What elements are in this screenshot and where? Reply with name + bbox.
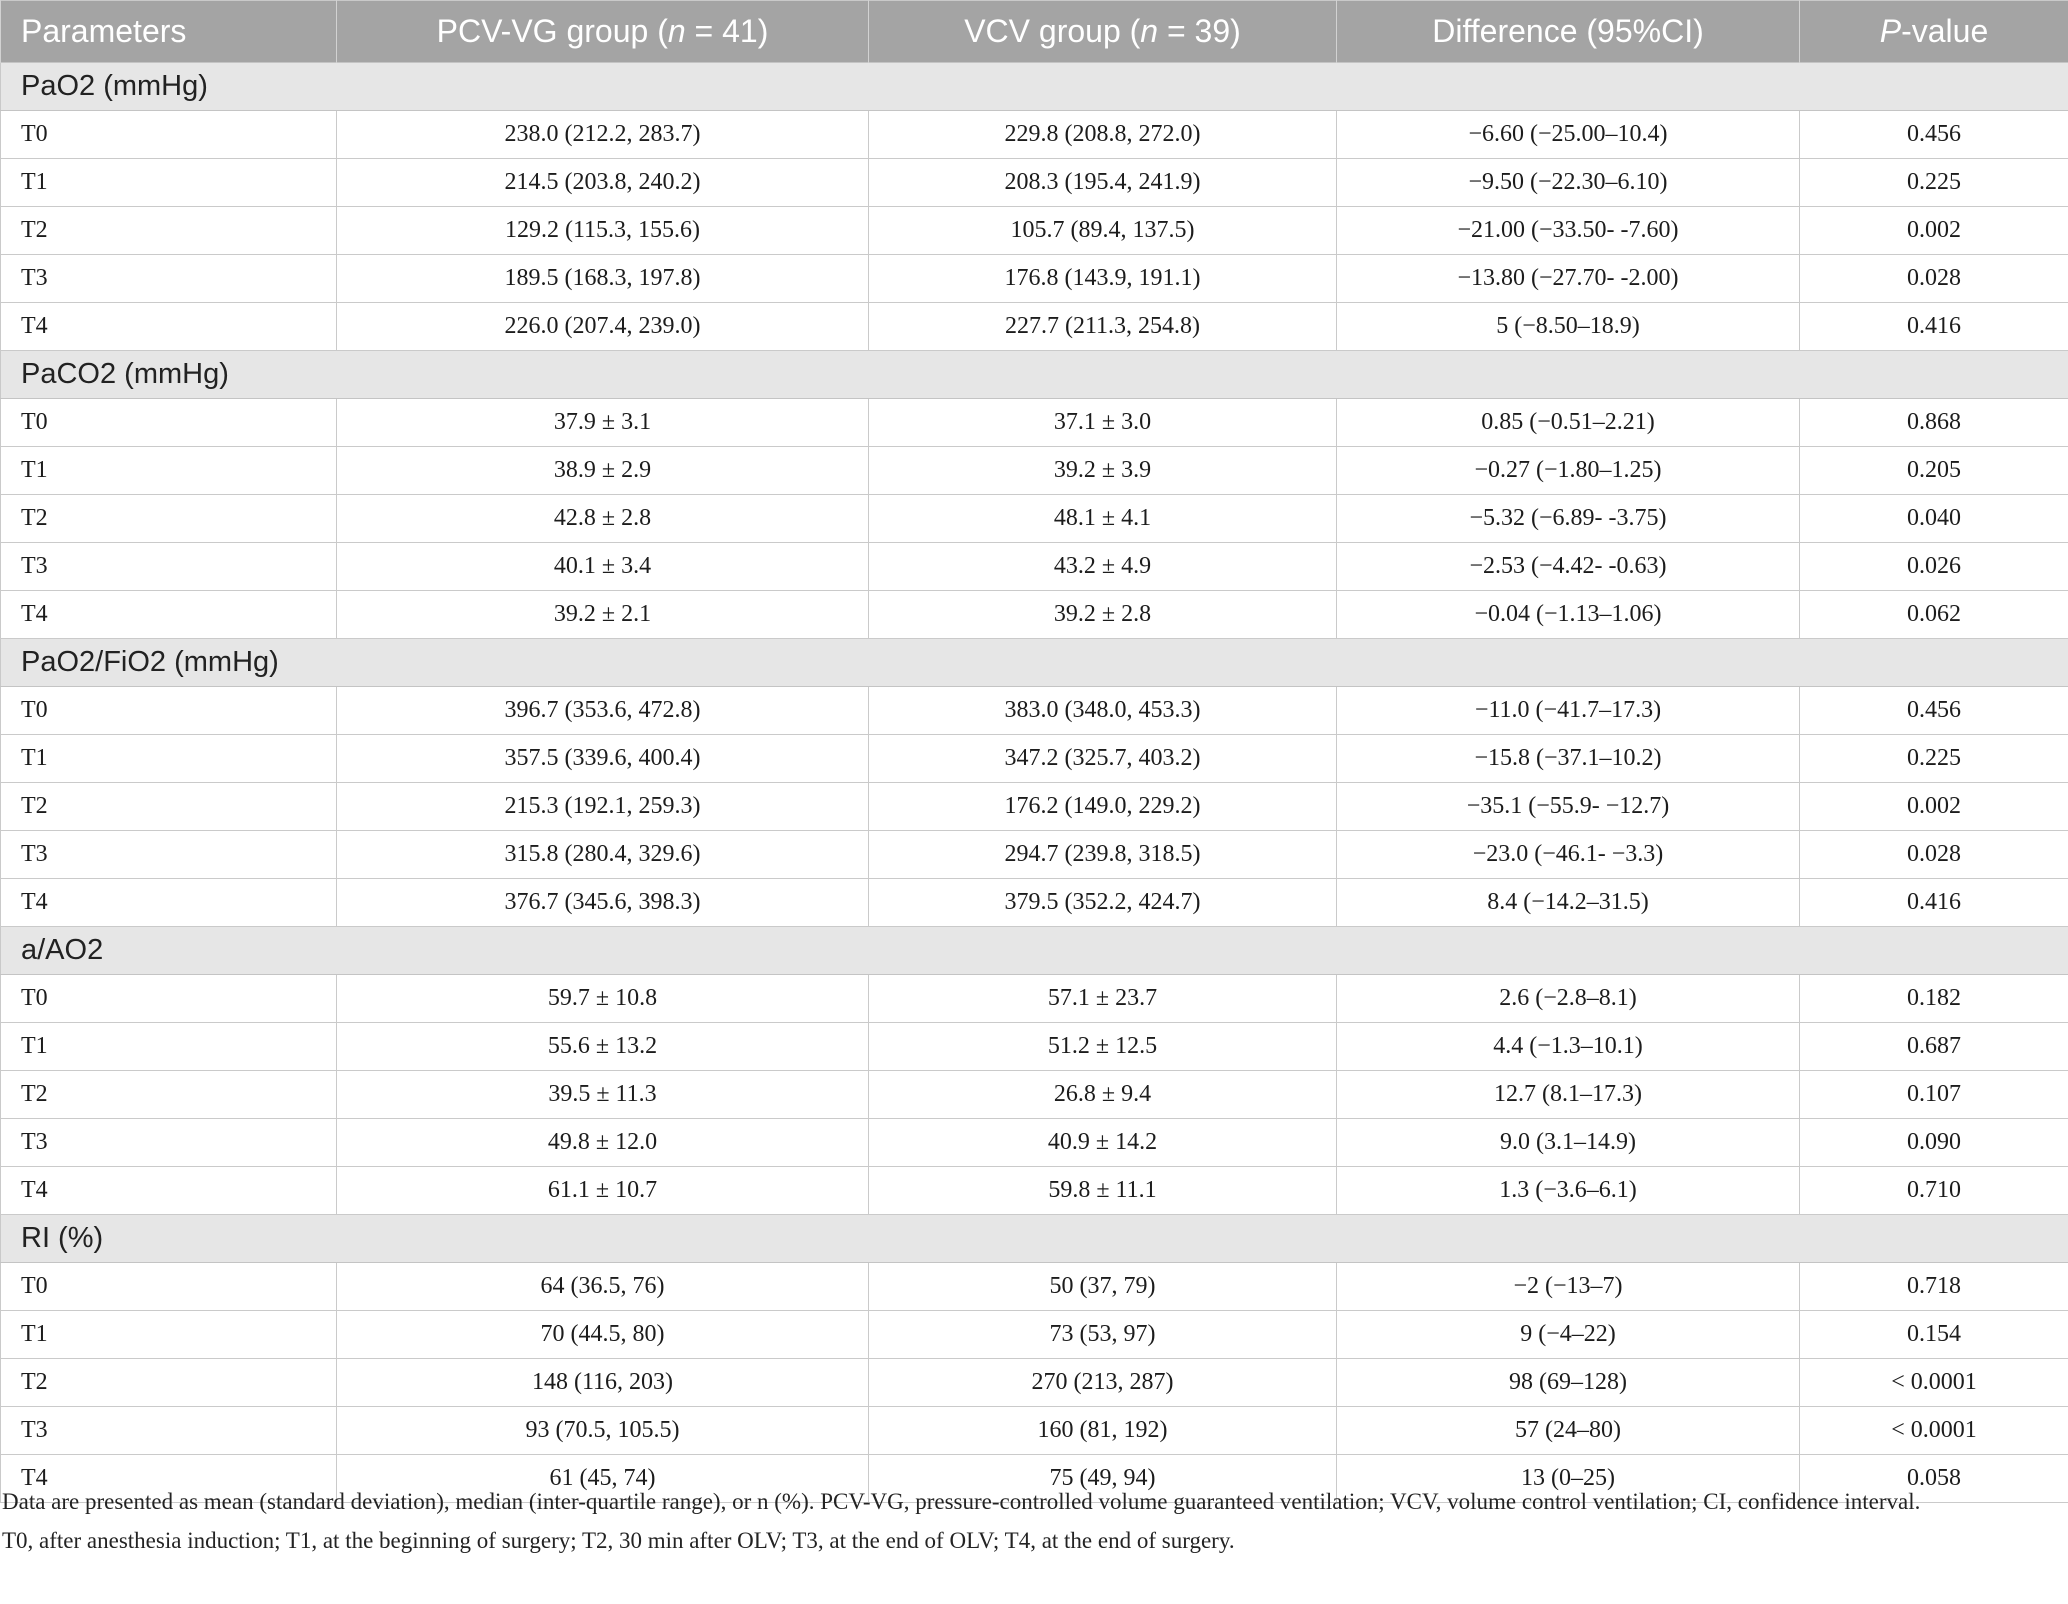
- time-point-cell: T1: [1, 1311, 337, 1359]
- header-row: [1, 1, 2068, 63]
- section-header-a-ao2: [1, 927, 2068, 975]
- vcv-value-cell: 48.1 ± 4.1: [869, 495, 1337, 543]
- difference-cell: 57 (24–80): [1337, 1407, 1800, 1455]
- p-value-cell: 0.002: [1800, 207, 2068, 255]
- header-vcv-suffix: = 39): [1158, 13, 1241, 49]
- time-point-cell: T4: [1, 1455, 337, 1503]
- vcv-value-cell: 37.1 ± 3.0: [869, 399, 1337, 447]
- table-row: [1, 1071, 2068, 1119]
- p-value-cell: 0.416: [1800, 879, 2068, 927]
- section-title: a/AO2: [1, 927, 2068, 975]
- pcv-vg-value-cell: 214.5 (203.8, 240.2): [337, 159, 869, 207]
- difference-cell: −5.32 (−6.89- -3.75): [1337, 495, 1800, 543]
- section-header-pao2: [1, 63, 2068, 111]
- pcv-vg-value-cell: 238.0 (212.2, 283.7): [337, 111, 869, 159]
- vcv-value-cell: 176.2 (149.0, 229.2): [869, 783, 1337, 831]
- vcv-value-cell: 26.8 ± 9.4: [869, 1071, 1337, 1119]
- pcv-vg-value-cell: 38.9 ± 2.9: [337, 447, 869, 495]
- pcv-vg-value-cell: 93 (70.5, 105.5): [337, 1407, 869, 1455]
- time-point-cell: T3: [1, 255, 337, 303]
- time-point-cell: T2: [1, 495, 337, 543]
- vcv-value-cell: 50 (37, 79): [869, 1263, 1337, 1311]
- difference-cell: −23.0 (−46.1- −3.3): [1337, 831, 1800, 879]
- time-point-cell: T2: [1, 1359, 337, 1407]
- footnote-time-points: T0, after anesthesia induction; T1, at the beginning of surgery; T2, 30 min after OLV; T3, at the end of OLV; T4, at the end of surgery.: [2, 1528, 1235, 1553]
- vcv-value-cell: 176.8 (143.9, 191.1): [869, 255, 1337, 303]
- p-value-cell: 0.456: [1800, 111, 2068, 159]
- difference-cell: 13 (0–25): [1337, 1455, 1800, 1503]
- pcv-vg-value-cell: 64 (36.5, 76): [337, 1263, 869, 1311]
- section-title: RI (%): [1, 1215, 2068, 1263]
- difference-cell: −11.0 (−41.7–17.3): [1337, 687, 1800, 735]
- p-value-cell: < 0.0001: [1800, 1407, 2068, 1455]
- vcv-value-cell: 379.5 (352.2, 424.7): [869, 879, 1337, 927]
- pcv-vg-value-cell: 37.9 ± 3.1: [337, 399, 869, 447]
- difference-cell: −0.27 (−1.80–1.25): [1337, 447, 1800, 495]
- table-row: [1, 159, 2068, 207]
- pcv-vg-value-cell: 396.7 (353.6, 472.8): [337, 687, 869, 735]
- section-title: PaO2 (mmHg): [1, 63, 2068, 111]
- p-value-cell: 0.718: [1800, 1263, 2068, 1311]
- header-p-suffix: -value: [1901, 13, 1989, 49]
- table-row: [1, 207, 2068, 255]
- vcv-value-cell: 40.9 ± 14.2: [869, 1119, 1337, 1167]
- p-value-cell: 0.868: [1800, 399, 2068, 447]
- vcv-value-cell: 51.2 ± 12.5: [869, 1023, 1337, 1071]
- time-point-cell: T3: [1, 831, 337, 879]
- p-value-cell: 0.205: [1800, 447, 2068, 495]
- p-value-cell: 0.002: [1800, 783, 2068, 831]
- pcv-vg-value-cell: 357.5 (339.6, 400.4): [337, 735, 869, 783]
- pcv-vg-value-cell: 376.7 (345.6, 398.3): [337, 879, 869, 927]
- pcv-vg-value-cell: 148 (116, 203): [337, 1359, 869, 1407]
- header-vcv-group: [869, 1, 1337, 63]
- vcv-value-cell: 105.7 (89.4, 137.5): [869, 207, 1337, 255]
- p-value-cell: < 0.0001: [1800, 1359, 2068, 1407]
- table-row: [1, 687, 2068, 735]
- header-p-value: [1800, 1, 2068, 63]
- pcv-vg-value-cell: 315.8 (280.4, 329.6): [337, 831, 869, 879]
- header-pcv-vg-prefix: PCV-VG group (: [436, 13, 668, 49]
- table-row: [1, 111, 2068, 159]
- vcv-value-cell: 75 (49, 94): [869, 1455, 1337, 1503]
- time-point-cell: T2: [1, 1071, 337, 1119]
- pcv-vg-value-cell: 129.2 (115.3, 155.6): [337, 207, 869, 255]
- time-point-cell: T4: [1, 303, 337, 351]
- difference-cell: −6.60 (−25.00–10.4): [1337, 111, 1800, 159]
- table-row: [1, 975, 2068, 1023]
- table-footnotes: [0, 1482, 2064, 1560]
- difference-cell: 9 (−4–22): [1337, 1311, 1800, 1359]
- vcv-value-cell: 229.8 (208.8, 272.0): [869, 111, 1337, 159]
- table-header: [1, 1, 2068, 63]
- time-point-cell: T4: [1, 879, 337, 927]
- table-row: [1, 1167, 2068, 1215]
- p-value-cell: 0.040: [1800, 495, 2068, 543]
- difference-cell: 8.4 (−14.2–31.5): [1337, 879, 1800, 927]
- difference-cell: −13.80 (−27.70- -2.00): [1337, 255, 1800, 303]
- pcv-vg-value-cell: 49.8 ± 12.0: [337, 1119, 869, 1167]
- time-point-cell: T1: [1, 159, 337, 207]
- table-row: [1, 495, 2068, 543]
- vcv-value-cell: 73 (53, 97): [869, 1311, 1337, 1359]
- vcv-value-cell: 227.7 (211.3, 254.8): [869, 303, 1337, 351]
- time-point-cell: T1: [1, 1023, 337, 1071]
- pcv-vg-value-cell: 70 (44.5, 80): [337, 1311, 869, 1359]
- vcv-value-cell: 208.3 (195.4, 241.9): [869, 159, 1337, 207]
- p-value-cell: 0.090: [1800, 1119, 2068, 1167]
- p-value-cell: 0.062: [1800, 591, 2068, 639]
- header-p-italic: P: [1879, 13, 1902, 49]
- table-row: [1, 1407, 2068, 1455]
- p-value-cell: 0.058: [1800, 1455, 2068, 1503]
- p-value-cell: 0.028: [1800, 255, 2068, 303]
- time-point-cell: T0: [1, 687, 337, 735]
- time-point-cell: T2: [1, 783, 337, 831]
- header-difference: Difference (95%CI): [1337, 1, 1800, 63]
- p-value-cell: 0.154: [1800, 1311, 2068, 1359]
- table-row: [1, 591, 2068, 639]
- table-row: [1, 1359, 2068, 1407]
- time-point-cell: T0: [1, 399, 337, 447]
- header-pcv-vg-n: n: [667, 13, 686, 49]
- p-value-cell: 0.028: [1800, 831, 2068, 879]
- pcv-vg-value-cell: 39.2 ± 2.1: [337, 591, 869, 639]
- header-vcv-prefix: VCV group (: [964, 13, 1141, 49]
- pcv-vg-value-cell: 61 (45, 74): [337, 1455, 869, 1503]
- difference-cell: 1.3 (−3.6–6.1): [1337, 1167, 1800, 1215]
- section-header-ri: [1, 1215, 2068, 1263]
- table-row: [1, 447, 2068, 495]
- table-row: [1, 1119, 2068, 1167]
- section-title: PaO2/FiO2 (mmHg): [1, 639, 2068, 687]
- vcv-value-cell: 294.7 (239.8, 318.5): [869, 831, 1337, 879]
- difference-cell: 5 (−8.50–18.9): [1337, 303, 1800, 351]
- vcv-value-cell: 270 (213, 287): [869, 1359, 1337, 1407]
- p-value-cell: 0.225: [1800, 159, 2068, 207]
- difference-cell: 4.4 (−1.3–10.1): [1337, 1023, 1800, 1071]
- time-point-cell: T2: [1, 207, 337, 255]
- table-row: [1, 831, 2068, 879]
- p-value-cell: 0.456: [1800, 687, 2068, 735]
- time-point-cell: T1: [1, 735, 337, 783]
- p-value-cell: 0.225: [1800, 735, 2068, 783]
- difference-cell: −21.00 (−33.50- -7.60): [1337, 207, 1800, 255]
- time-point-cell: T1: [1, 447, 337, 495]
- section-header-paco2: [1, 351, 2068, 399]
- table-row: [1, 543, 2068, 591]
- time-point-cell: T3: [1, 1119, 337, 1167]
- time-point-cell: T3: [1, 543, 337, 591]
- vcv-value-cell: 347.2 (325.7, 403.2): [869, 735, 1337, 783]
- pcv-vg-value-cell: 226.0 (207.4, 239.0): [337, 303, 869, 351]
- difference-cell: −9.50 (−22.30–6.10): [1337, 159, 1800, 207]
- pcv-vg-value-cell: 55.6 ± 13.2: [337, 1023, 869, 1071]
- header-pcv-vg-suffix: = 41): [685, 13, 769, 49]
- table-row: [1, 303, 2068, 351]
- time-point-cell: T0: [1, 1263, 337, 1311]
- table-row: [1, 399, 2068, 447]
- vcv-value-cell: 43.2 ± 4.9: [869, 543, 1337, 591]
- header-pcv-vg-group: [337, 1, 869, 63]
- p-value-cell: 0.416: [1800, 303, 2068, 351]
- header-parameters: Parameters: [1, 1, 337, 63]
- vcv-value-cell: 160 (81, 192): [869, 1407, 1337, 1455]
- time-point-cell: T0: [1, 111, 337, 159]
- vcv-value-cell: 383.0 (348.0, 453.3): [869, 687, 1337, 735]
- difference-cell: −0.04 (−1.13–1.06): [1337, 591, 1800, 639]
- vcv-value-cell: 57.1 ± 23.7: [869, 975, 1337, 1023]
- time-point-cell: T3: [1, 1407, 337, 1455]
- table-row: [1, 255, 2068, 303]
- time-point-cell: T4: [1, 1167, 337, 1215]
- header-vcv-n: n: [1140, 13, 1159, 49]
- table-row: [1, 783, 2068, 831]
- section-header-pao2-fio2: [1, 639, 2068, 687]
- difference-cell: −2.53 (−4.42- -0.63): [1337, 543, 1800, 591]
- table-body: [1, 63, 2068, 1503]
- p-value-cell: 0.026: [1800, 543, 2068, 591]
- p-value-cell: 0.710: [1800, 1167, 2068, 1215]
- difference-cell: 2.6 (−2.8–8.1): [1337, 975, 1800, 1023]
- pcv-vg-value-cell: 189.5 (168.3, 197.8): [337, 255, 869, 303]
- table-row: [1, 1263, 2068, 1311]
- table-row: [1, 735, 2068, 783]
- difference-cell: 0.85 (−0.51–2.21): [1337, 399, 1800, 447]
- table-row: [1, 1311, 2068, 1359]
- pcv-vg-value-cell: 215.3 (192.1, 259.3): [337, 783, 869, 831]
- vcv-value-cell: 39.2 ± 3.9: [869, 447, 1337, 495]
- difference-cell: −35.1 (−55.9- −12.7): [1337, 783, 1800, 831]
- time-point-cell: T0: [1, 975, 337, 1023]
- difference-cell: 12.7 (8.1–17.3): [1337, 1071, 1800, 1119]
- pcv-vg-value-cell: 39.5 ± 11.3: [337, 1071, 869, 1119]
- table-row: [1, 1023, 2068, 1071]
- p-value-cell: 0.107: [1800, 1071, 2068, 1119]
- footnote-abbreviations: Data are presented as mean (standard deviation), median (inter-quartile range), or n (%). PCV-VG, pressure-controlled volume guaranteed ventilation; VCV, volume control ventilation; CI, confidence interval.: [2, 1489, 1921, 1514]
- pcv-vg-value-cell: 40.1 ± 3.4: [337, 543, 869, 591]
- vcv-value-cell: 59.8 ± 11.1: [869, 1167, 1337, 1215]
- difference-cell: 98 (69–128): [1337, 1359, 1800, 1407]
- pcv-vg-value-cell: 59.7 ± 10.8: [337, 975, 869, 1023]
- p-value-cell: 0.687: [1800, 1023, 2068, 1071]
- vcv-value-cell: 39.2 ± 2.8: [869, 591, 1337, 639]
- pcv-vg-value-cell: 42.8 ± 2.8: [337, 495, 869, 543]
- difference-cell: −15.8 (−37.1–10.2): [1337, 735, 1800, 783]
- p-value-cell: 0.182: [1800, 975, 2068, 1023]
- pcv-vg-value-cell: 61.1 ± 10.7: [337, 1167, 869, 1215]
- time-point-cell: T4: [1, 591, 337, 639]
- difference-cell: −2 (−13–7): [1337, 1263, 1800, 1311]
- table-row: [1, 879, 2068, 927]
- difference-cell: 9.0 (3.1–14.9): [1337, 1119, 1800, 1167]
- section-title: PaCO2 (mmHg): [1, 351, 2068, 399]
